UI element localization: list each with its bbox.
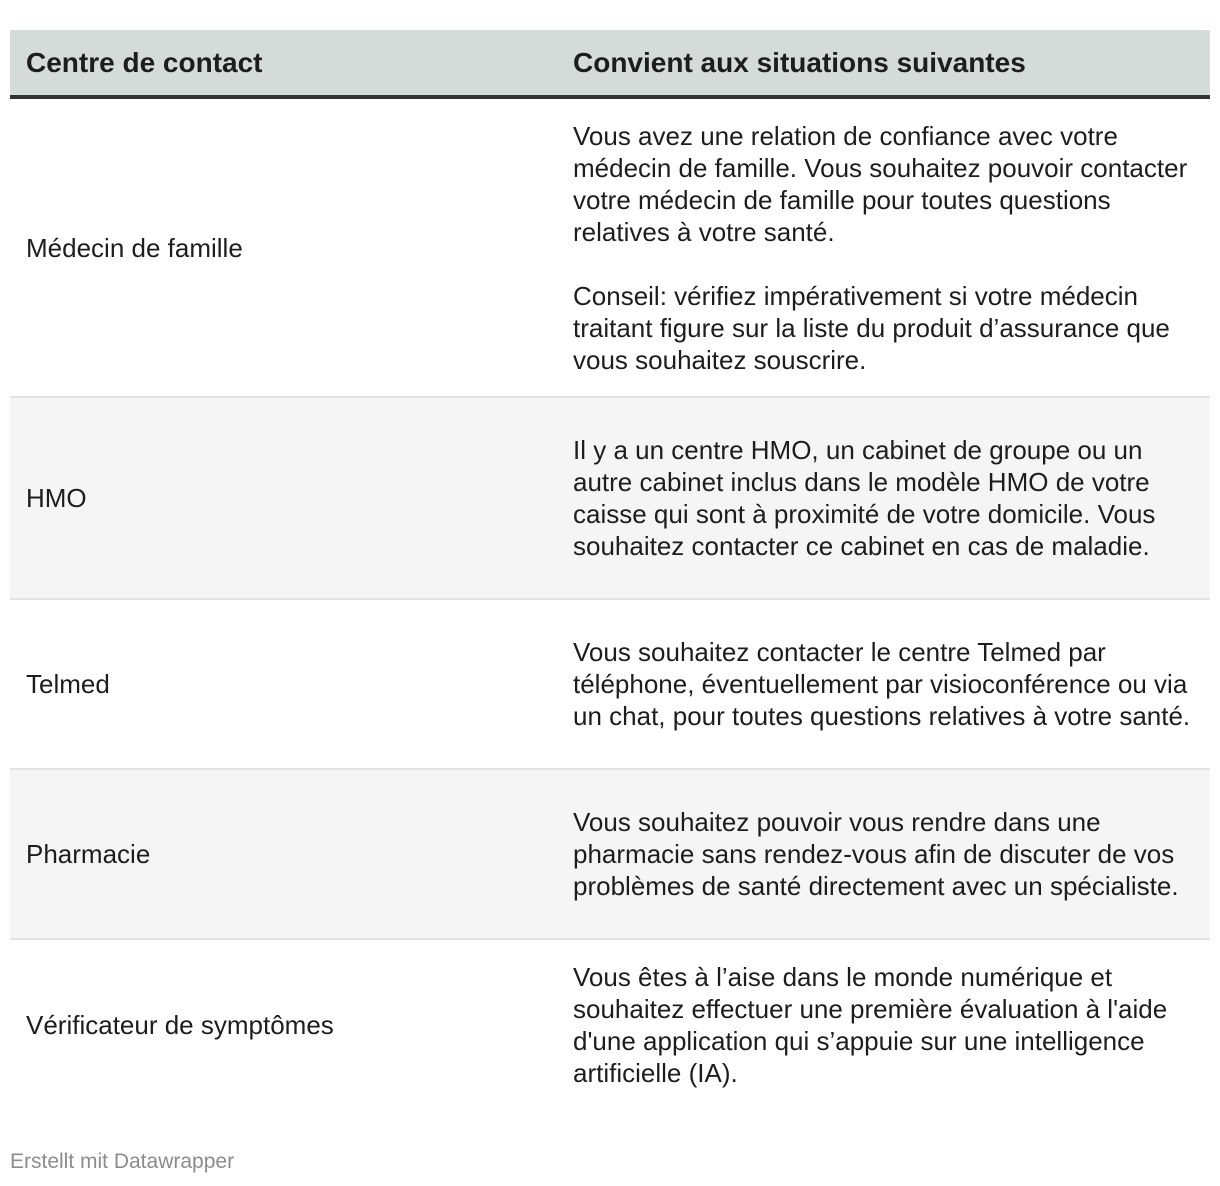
situation-paragraph: Vous avez une relation de confiance avec votre médecin de famille. Vous souhaitez pouvoir contacter votre médecin de famille pour toutes questions relatives à votre santé. [573,120,1188,247]
situation-paragraph: Il y a un centre HMO, un cabinet de groupe ou un autre cabinet inclus dans le modèle HMO de votre caisse qui sont à proximité de votre domicile. Vous souhaitez contacter ce cabinet en cas de maladie. [573,435,1156,561]
row-situation [557,769,1210,939]
table-row [10,397,1210,599]
column-header-contact-center[interactable]: Centre de contact [10,30,557,97]
table-header [10,30,1210,97]
row-situation [557,397,1210,599]
row-situation [557,599,1210,769]
header-row [10,30,1210,97]
row-situation [557,97,1210,397]
situation-tip-paragraph: Conseil: vérifiez impérativement si votre médecin traitant figure sur la liste du produit d’assurance que vous souhaitez souscrire. [573,280,1170,375]
row-contact-center: Telmed [10,599,557,769]
row-situation [557,939,1210,1109]
row-contact-center: Vérificateur de symptômes [26,1009,334,1040]
situation-paragraph: Vous êtes à l’aise dans le monde numérique et souhaitez effectuer une première évaluation à l'aide d'une application qui s’appuie sur une intelligence artificielle (IA). [573,961,1168,1088]
column-header-situations[interactable]: Convient aux situations suivantes [557,30,1210,97]
row-contact-center: HMO [10,397,557,599]
datawrapper-credit[interactable]: Erstellt mit Datawrapper [10,1150,235,1173]
table-row [10,97,1210,397]
table-row [10,939,1210,1109]
table-row [10,769,1210,939]
row-contact-center: Médecin de famille [10,97,557,397]
contact-centers-table [10,30,1210,1109]
row-contact-center: Pharmacie [10,769,557,939]
table-body [10,97,1210,1109]
table-row [10,599,1210,769]
contact-centers-table-wrapper [10,30,1210,1109]
situation-paragraph: Vous souhaitez contacter le centre Telmed par téléphone, éventuellement par visioconférence ou via un chat, pour toutes questions relatives à votre santé. [573,637,1191,731]
situation-paragraph: Vous souhaitez pouvoir vous rendre dans une pharmacie sans rendez-vous afin de discuter de vos problèmes de santé directement avec un spécialiste. [573,807,1179,901]
